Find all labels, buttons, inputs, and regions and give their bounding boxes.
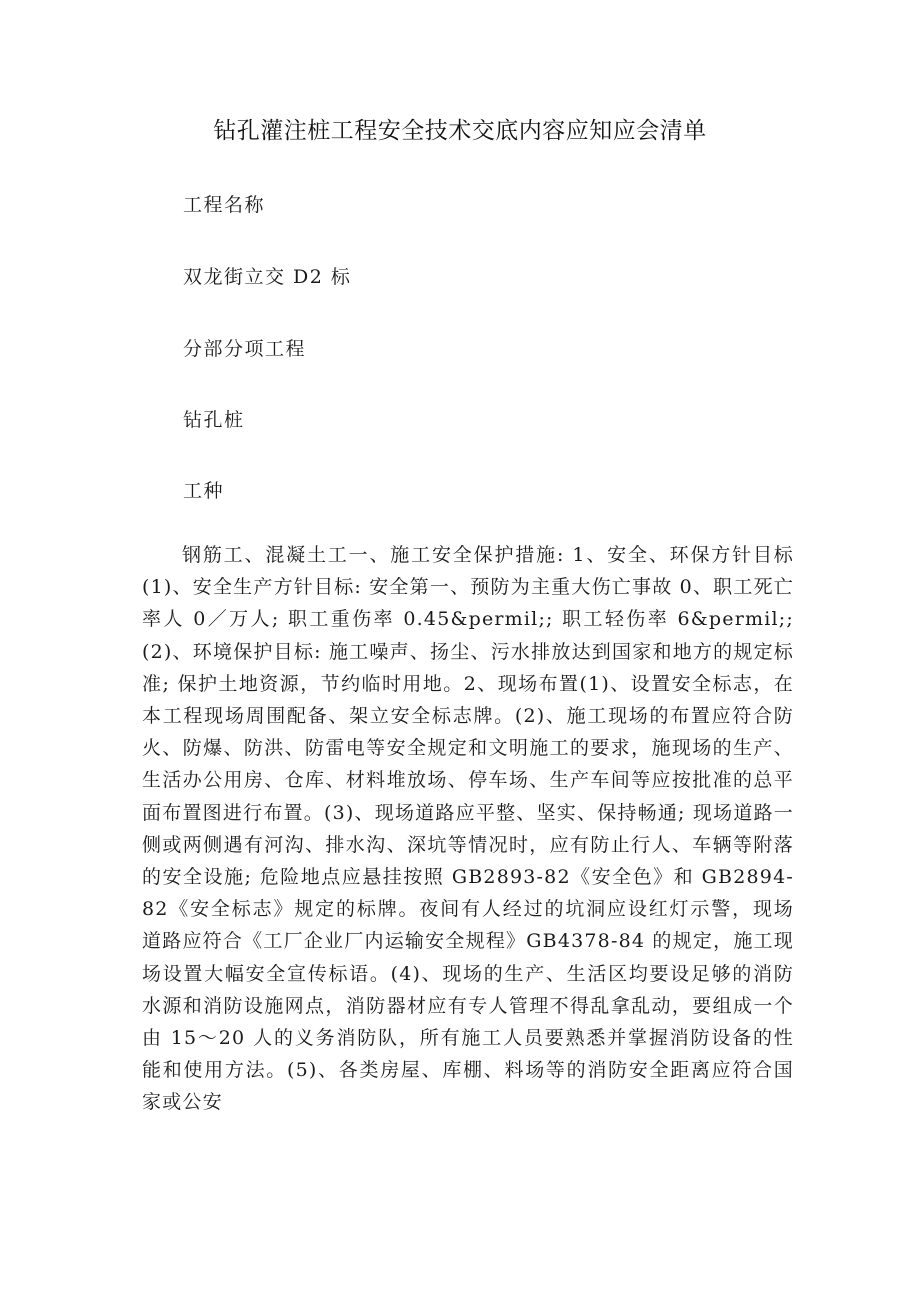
section-label: 分部分项工程 (183, 338, 307, 360)
body-paragraph: 钢筋工、混凝土工一、施工安全保护措施: 1、安全、环保方针目标(1)、安全生产方针目标: 安全第一、预防为主重大伤亡事故 0、职工死亡率人 0／万人; 职工重伤率 0.45&permil;; 职工轻伤率 6&permil;; (2)、环境保护目标: 施工噪声、扬尘、污水排放达到国家和地方的规定标准; 保护土地资源，节约临时用地。2、现场布置(1)、设置安全标志，在本工程现场周围配备、架立安全标志牌。(2)、施工现场的布置应符合防火、防爆、防洪、防雷电等安全规定和文明施工的要求，施现场的生产、生活办公用房、仓库、材料堆放场、停车场、生产车间等应按批准的总平面布置图进行布置。(3)、现场道路应平整、坚实、保持畅通; 现场道路一侧或两侧遇有河沟、排水沟、深坑等情况时，应有防止行人、车辆等附落的安全设施; 危险地点应悬挂按照 GB2893-82《安全色》和 GB2894-82《安全标志》规定的标牌。夜间有人经过的坑洞应设红灯示警，现场道路应符合《工厂企业厂内运输安全规程》GB4378-84 的规定，施工现场设置大幅安全宣传标语。(4)、现场的生产、生活区均要设足够的消防水源和消防设施网点，消防器材应有专人管理不得乱拿乱动，要组成一个由 15～20 人的义务消防队，所有施工人员要熟悉并掌握消防设备的性能和使用方法。(5)、各类房屋、库棚、料场等的消防安全距离应符合国家或公安 (142, 544, 794, 1114)
trade-label: 工种 (183, 480, 225, 502)
document-title: 钻孔灌注桩工程安全技术交底内容应知应会清单 (213, 118, 707, 144)
project-name-value: 双龙街立交 D2 标 (183, 266, 352, 288)
project-name-label: 工程名称 (183, 194, 266, 216)
section-value: 钻孔桩 (183, 409, 245, 431)
